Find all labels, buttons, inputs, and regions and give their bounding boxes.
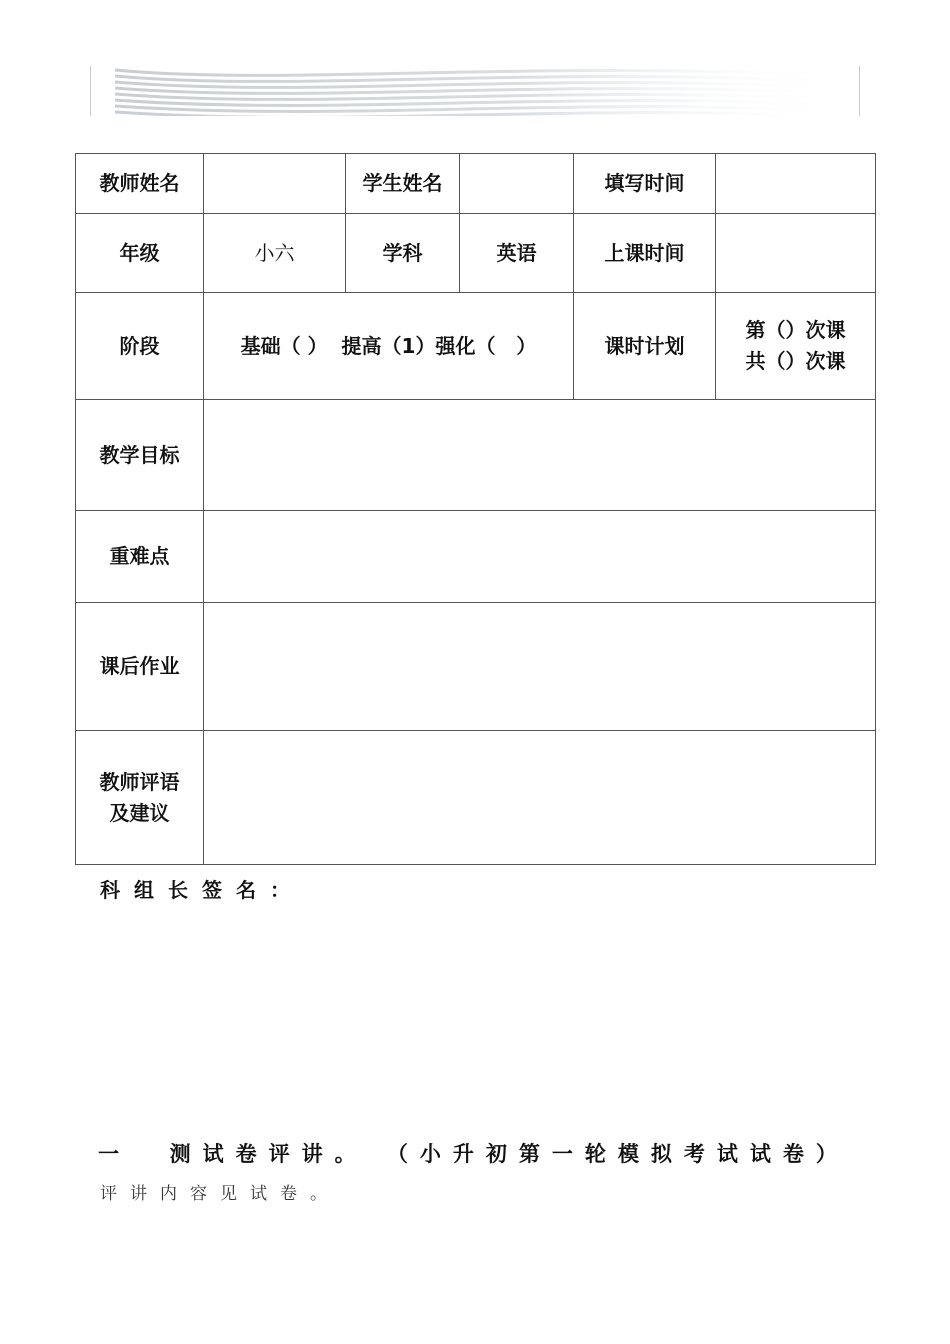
homework-label: 课后作业 [76,603,204,731]
comments-field[interactable] [204,731,876,865]
table-row [76,731,876,865]
table-row [76,214,876,293]
plan-field[interactable] [716,293,876,400]
group-leader-signature-label: 科组长签名： [100,878,304,902]
comments-label-line2: 及建议 [109,800,170,825]
homework-field[interactable] [204,603,876,731]
teacher-name-label: 教师姓名 [76,154,204,214]
teacher-name-field[interactable] [204,154,346,214]
comments-label [76,731,204,865]
stage-label: 阶段 [76,293,204,400]
stage-value: 基础（ ） 提高（1）强化（ ） [240,333,537,358]
difficulties-label: 重难点 [76,511,204,603]
fill-time-label: 填写时间 [574,154,716,214]
difficulties-field[interactable] [204,511,876,603]
header-wave-banner [90,66,860,116]
class-time-field[interactable] [716,214,876,293]
stage-field[interactable] [204,293,574,400]
grade-label: 年级 [76,214,204,293]
objectives-label: 教学目标 [76,400,204,511]
section-heading: 一 测试卷评讲。 （小升初第一轮模拟考试试卷） [98,1142,849,1166]
table-row [76,511,876,603]
table-row [76,293,876,400]
subject-value[interactable]: 英语 [460,214,574,293]
student-name-field[interactable] [460,154,574,214]
objectives-field[interactable] [204,400,876,511]
table-row [76,603,876,731]
plan-lesson-number: 第（）次课 [745,318,846,342]
plan-label: 课时计划 [574,293,716,400]
class-time-label: 上课时间 [574,214,716,293]
plan-lesson-total: 共（）次课 [745,349,846,373]
fill-time-field[interactable] [716,154,876,214]
comments-label-line1: 教师评语 [99,769,180,794]
lesson-record-table [75,153,876,865]
table-row [76,400,876,511]
grade-value[interactable]: 小六 [204,214,346,293]
subject-label: 学科 [346,214,460,293]
student-name-label: 学生姓名 [346,154,460,214]
table-row [76,154,876,214]
section-note: 评讲内容见试卷。 [100,1184,340,1204]
